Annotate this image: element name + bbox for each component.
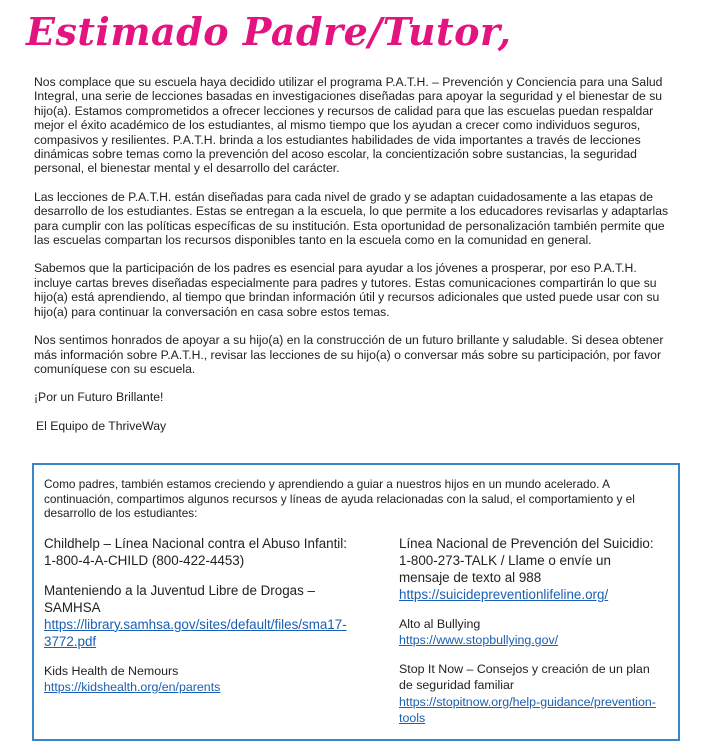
resource-title: Stop It Now – Consejos y creación de un plan de seguridad familiar xyxy=(399,662,650,693)
resource-title: Kids Health de Nemours xyxy=(44,663,179,678)
page-heading: Estimado Padre/Tutor, xyxy=(26,9,512,54)
letter-paragraph-3: Sabemos que la participación de los padres es esencial para ayudar a los jóvenes a prosperar, por eso P.A.T.H. incluye cartas breves diseñadas especialmente para padres y tutores. Estas comunicaciones compartirán lo que su hijo(a) está aprendiendo, al tiempo que brindan información útil y recursos adicionales que usted puede usar con su hijo(a) para continuar la conversación en casa sobre estos temas. xyxy=(34,261,660,319)
letter-closing: ¡Por un Futuro Brillante! xyxy=(34,390,164,405)
resources-box xyxy=(32,463,680,741)
resources-right-column xyxy=(399,535,664,739)
letter-paragraph-4: Nos sentimos honrados de apoyar a su hijo(a) en la construcción de un futuro brillante y saludable. Si desea obtener más información sobre P.A.T.H., revisar las lecciones de su hijo(a) o conversar más sobre su participación, por favor comuníquese con su escuela. xyxy=(34,333,664,376)
resource-title: Línea Nacional de Prevención del Suicidio: xyxy=(399,535,654,551)
resource-kidshealth xyxy=(44,663,374,695)
resource-link-kidshealth[interactable]: https://kidshealth.org/en/parents xyxy=(44,679,221,694)
resource-link-suicide-lifeline[interactable]: https://suicidepreventionlifeline.org/ xyxy=(399,586,609,602)
resource-title: Manteniendo a la Juventud Libre de Drogas – SAMHSA xyxy=(44,582,315,615)
resource-suicide-lifeline xyxy=(399,535,664,603)
letter-paragraph-2: Las lecciones de P.A.T.H. están diseñadas para cada nivel de grado y se adaptan cuidadosamente a las etapas de desarrollo de los estudiantes. Estas se entregan a la escuela, lo que permite a los educadores revisarlas y adaptarlas para cumplir con las políticas específicas de su institución. Esta oportunidad de personalización también permite que las escuelas compartan los recursos disponibles tanto en la escuela como en la comunidad en general. xyxy=(34,189,669,248)
resource-phone: 1-800-273-TALK / Llame o envíe un mensaje de texto al 988 xyxy=(399,552,611,585)
resource-stopitnow xyxy=(399,661,664,726)
letter-signature: El Equipo de ThriveWay xyxy=(36,418,167,433)
resource-title: Childhelp – Línea Nacional contra el Abuso Infantil: xyxy=(44,535,347,551)
letter-paragraph-1: Nos complace que su escuela haya decidido utilizar el programa P.A.T.H. – Prevención y Conciencia para una Salud Integral, una serie de lecciones basadas en investigaciones diseñadas para apoyar la seguridad y el bienestar de su hijo(a). Estamos comprometidos a ofrecer lecciones y recursos de calidad para que las escuelas puedan respaldar mejor el éxito académico de los estudiantes, al mismo tiempo que los ayudan a crecer como individuos seguros, compasivos y resilientes. P.A.T.H. brinda a los estudiantes habilidades de vida importantes a través de lecciones dinámicas sobre temas como la prevención del acoso escolar, la concientización sobre sustancias, la seguridad personal, el bienestar mental y el desarrollo del carácter. xyxy=(34,75,663,176)
resource-childhelp xyxy=(44,535,374,569)
resource-link-stopitnow[interactable]: https://stopitnow.org/help-guidance/prevention-tools xyxy=(399,694,656,725)
resources-intro: Como padres, también estamos creciendo y aprendiendo a guiar a nuestros hijos en un mundo acelerado. A continuación, compartimos algunos recursos y líneas de ayuda relacionadas con la salud, el comportamiento y el desarrollo de los estudiantes: xyxy=(44,477,635,521)
resource-link-stopbullying[interactable]: https://www.stopbullying.gov/ xyxy=(399,632,559,647)
resources-left-column xyxy=(44,535,374,708)
resource-link-samhsa[interactable]: https://library.samhsa.gov/sites/default/files/sma17-3772.pdf xyxy=(44,616,347,649)
resource-samhsa xyxy=(44,582,374,650)
letter-body xyxy=(34,75,674,447)
resource-title: Alto al Bullying xyxy=(399,616,481,631)
resource-phone: 1-800-4-A-CHILD (800-422-4453) xyxy=(44,552,245,568)
resource-stopbullying xyxy=(399,616,664,648)
